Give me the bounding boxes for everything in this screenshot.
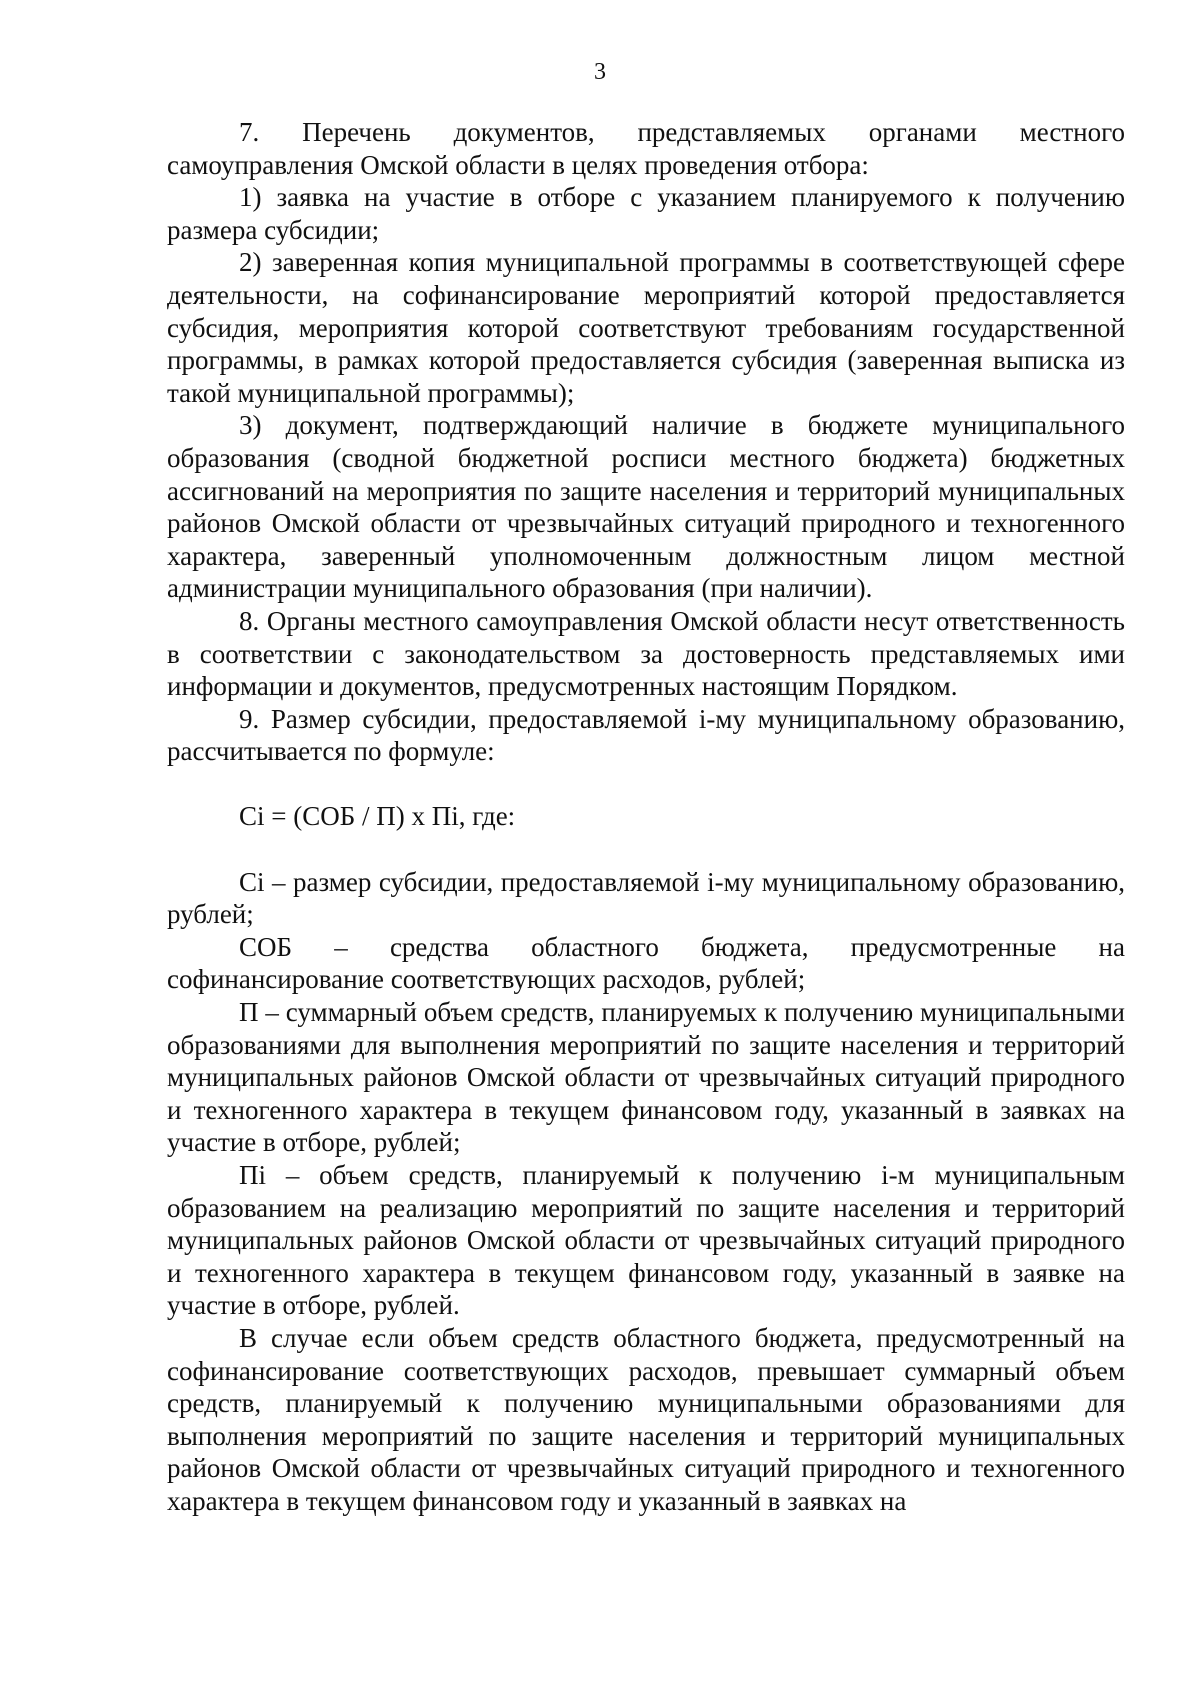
list-item-2: 2) заверенная копия муниципальной программы в соответствующей сфере деятельности, на софинансирование мероприятий которой предоставляется субсидия, мероприятия которой соответствуют требованиям государственной программы, в рамках которой предоставляется субсидия (заверенная выписка из такой муниципальной программы);	[167, 247, 1125, 408]
paragraph-excess-case: В случае если объем средств областного бюджета, предусмотренный на софинансирование соответствующих расходов, превышает суммарный объем средств, планируемый к получению муниципальными образованиями для выполнения мероприятий по защите населения и территорий муниципальных районов Омской области от чрезвычайных ситуаций природного и техногенного характера в текущем финансовом году и указанный в заявках на	[167, 1322, 1125, 1516]
definition-ci: Ci – размер субсидии, предоставляемой i-му муниципальному образованию, рублей;	[167, 866, 1125, 930]
list-item-3: 3) документ, подтверждающий наличие в бюджете муниципального образования (сводной бюджетной росписи местного бюджета) бюджетных ассигнований на мероприятия по защите населения и территорий муниципальных районов Омской области от чрезвычайных ситуаций природного и техногенного характера, заверенный уполномоченным должностным лицом местной администрации муниципального образования (при наличии).	[167, 410, 1125, 604]
list-item-1: 1) заявка на участие в отборе с указанием планируемого к получению размера субсидии;	[167, 182, 1125, 245]
definition-sob: СОБ – средства областного бюджета, предусмотренные на софинансирование соответствующих расходов, рублей;	[167, 931, 1125, 995]
paragraph-item-8: 8. Органы местного самоуправления Омской области несут ответственность в соответствии с законодательством за достоверность представляемых ими информации и документов, предусмотренных настоящим Порядком.	[167, 605, 1125, 702]
paragraph-item-7: 7. Перечень документов, представляемых органами местного самоуправления Омской области в целях проведения отбора:	[167, 117, 1125, 180]
spacer	[167, 833, 1125, 866]
definition-pi: Пi – объем средств, планируемый к получению i-м муниципальным образованием на реализацию мероприятий по защите населения и территорий муниципальных районов Омской области от чрезвычайных ситуаций природного и техногенного характера в текущем финансовом году, указанный в заявке на участие в отборе, рублей.	[167, 1160, 1125, 1321]
definition-p: П – суммарный объем средств, планируемых к получению муниципальными образованиями для выполнения мероприятий по защите населения и территорий муниципальных районов Омской области от чрезвычайных ситуаций природного и техногенного характера в текущем финансовом году, указанный в заявках на участие в отборе, рублей;	[167, 997, 1125, 1158]
spacer	[167, 768, 1125, 801]
page-number: 3	[594, 59, 606, 85]
formula: Ci = (СОБ / П) x Пi, где:	[239, 801, 516, 832]
document-body	[167, 116, 1125, 1518]
paragraph-item-9: 9. Размер субсидии, предоставляемой i-му муниципальному образованию, рассчитывается по формуле:	[167, 703, 1125, 767]
